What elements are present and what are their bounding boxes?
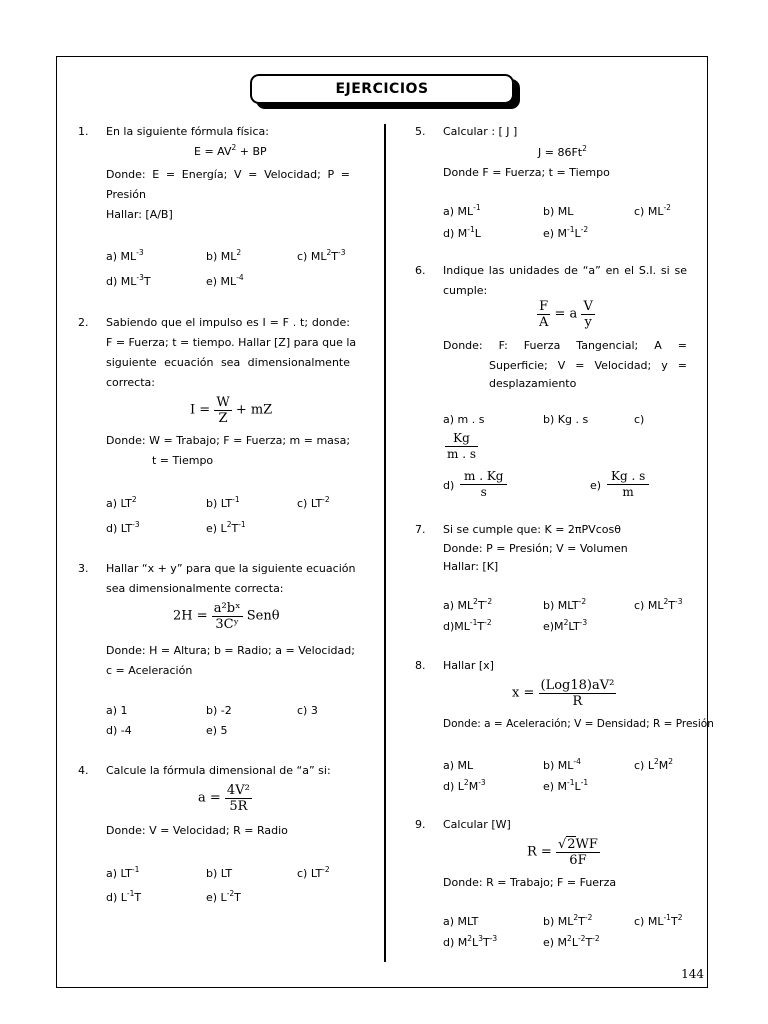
exercise-text: Indique las unidades de “a” en el S.I. si se [443,264,687,277]
exercise-text: sea dimensionalmente correcta: [106,582,284,595]
hallar-text: Hallar: [K] [443,560,499,573]
option-a: a) $ML^2T^{-2}$ [443,597,493,612]
exercise-text: cumple: [443,284,488,297]
option-c: c) $ML^{-1}T^2$ [634,913,683,928]
exercise-intro: Calcule la fórmula dimensional de “a” si: [106,764,331,777]
exercise-number: 4. [78,764,89,777]
donde-text: Donde: F: Fuerza Tangencial; A = [443,339,687,352]
option-d: $d)ML^{-1}T^{-2}$ [443,618,492,633]
donde-text: Donde: H = Altura; b = Radio; a = Velocidad; [106,644,355,657]
option-b: b) LT [206,867,233,880]
option-c: c) [634,413,645,426]
exercise-intro: Calcular [W] [443,818,511,831]
exercise-8 [415,656,714,801]
sqrt-symbol: √2 [557,837,576,852]
donde-text: Donde: V = Velocidad; R = Radio [106,824,288,837]
exercise-intro: En la siguiente fórmula física: [106,125,269,138]
exercise-6 [415,261,705,511]
donde-text: t = Tiempo [152,454,214,467]
option-e: e) $M^{-1}L^{-2}$ [543,225,589,240]
exercise-7 [415,520,705,640]
option-b: b) $LT^{-1}$ [206,495,240,510]
option-e: e) $L^{-2}T$ [206,889,241,904]
option-c: c) $L^2M^2$ [634,757,674,772]
exercise-4 [78,761,378,911]
hallar-text: Hallar: [A/B] [106,208,173,221]
formula: R = $\frac{√2WF}{6F}$ [527,837,598,868]
option-e: e) $M^2L^{-2}T^{-2}$ [543,934,600,949]
exercise-text: Donde: P = Presión; V = Volumen [443,542,628,555]
formula: $J = 86Ft^2$ [538,144,587,159]
option-c-fraction: $\frac{Kg}{m . s}$ [447,431,476,461]
option-a: a) ML [443,759,474,772]
option-e: e) $ML^{-4}$ [206,273,244,288]
formula: $E = AV^2$ + BP [194,143,267,158]
option-e: $e)M^2LT^{-3}$ [543,618,588,633]
exercise-3 [78,559,378,749]
option-e: e) 5 [206,724,228,737]
option-c: c) $ML^{-2}$ [634,203,671,218]
exercise-number: 5. [415,125,426,138]
exercise-text: siguiente ecuación sea dimensionalmente [106,356,350,369]
option-a: a) MLT [443,915,479,928]
option-e: e) $M^{-1}L^{-1}$ [543,778,589,793]
donde-text: Donde: E = Energía; V = Velocidad; P = [106,168,350,181]
exercise-number: 7. [415,523,426,536]
exercise-number: 6. [415,264,426,277]
option-c: c) $LT^{-2}$ [297,495,330,510]
page-number: 144 [681,967,704,981]
exercise-number: 2. [78,316,89,329]
option-a: a) $LT^{-1}$ [106,865,140,880]
option-e: e) $L^2T^{-1}$ [206,520,246,535]
donde-text: Donde: R = Trabajo; F = Fuerza [443,876,617,889]
exercise-intro: Hallar [x] [443,659,494,672]
option-b: b) Kg . s [543,413,589,426]
exercise-number: 1. [78,125,89,138]
option-d: d) $L^{-1}T$ [106,889,142,904]
page-title: EJERCICIOS [250,74,514,104]
option-d: d) $L^2M^{-3}$ [443,778,486,793]
option-d: d) $M^2L^3T^{-3}$ [443,934,498,949]
formula: a = $\frac{\text{4V²}}{5R}$ [198,783,250,814]
formula: $\frac{F}{A}$ = a $\frac{V}{y}$ [539,299,593,330]
option-a: a) $LT^2$ [106,495,137,510]
option-d: d) $LT^{-3}$ [106,520,140,535]
option-e-fraction: $\frac{Kg . s}{m}$ [607,469,649,500]
exercise-text: Si se cumple que: K = 2πPVcosθ [443,523,621,536]
option-b: b) $ML^{-4}$ [543,757,581,772]
column-divider [384,124,386,962]
donde-text: Presión [106,188,146,201]
option-d: d) $ML^{-3}T$ [106,273,151,288]
option-d: d) $M^{-1}L$ [443,225,481,240]
option-b: b) $ML^2$ [206,248,242,263]
exercise-text: Hallar “x + y” para que la siguiente ecuación [106,562,356,575]
donde-text: c = Aceleración [106,664,193,677]
option-e: e) [590,479,602,492]
option-b: b) $MLT^{-2}$ [543,597,587,612]
option-a: a) 1 [106,704,128,717]
donde-text: desplazamiento [489,377,577,390]
option-a: a) m . s [443,413,485,426]
formula: x = $\frac{\text{(Log18)aV²}}{R}$ [512,678,615,709]
exercise-5 [415,122,705,247]
exercise-number: 3. [78,562,89,575]
donde-text: Donde: W = Trabajo; F = Fuerza; m = masa; [106,434,351,447]
exercise-text: correcta: [106,376,155,389]
exercise-9 [415,815,705,960]
exercise-2 [78,313,378,543]
option-c: c) $ML^2T^{-3}$ [634,597,683,612]
option-d-fraction: $\frac{m . Kg}{s}$ [460,469,507,500]
donde-text: Superficie; V = Velocidad; y = [489,359,687,372]
exercise-number: 9. [415,818,426,831]
option-d: d) -4 [106,724,132,737]
option-d: d) [443,479,455,492]
option-c: c) $LT^{-2}$ [297,865,330,880]
option-c: c) 3 [297,704,318,717]
option-b: b) $ML^2T^{-2}$ [543,913,593,928]
donde-text: Donde: a = Aceleración; V = Densidad; R = Presión [443,718,714,730]
option-b: b) ML [543,205,574,218]
option-c: c) $ML^2T^{-3}$ [297,248,346,263]
exercise-number: 8. [415,659,426,672]
option-a: a) $ML^{-1}$ [443,203,481,218]
exercise-text: Sabiendo que el impulso es I = F . t; donde: [106,316,350,329]
formula: I = $\frac{W}{Z}$ + mZ [190,395,273,426]
option-b: b) -2 [206,704,232,717]
exercise-text: F = Fuerza; t = tiempo. Hallar [Z] para que la [106,336,357,349]
formula: 2H = $\frac{\text{a²bˣ}}{\text{3Cʸ}}$ Senθ [173,601,280,632]
exercise-intro: Calcular : [ J ] [443,125,518,138]
donde-text: Donde F = Fuerza; t = Tiempo [443,166,610,179]
exercise-1 [78,122,378,297]
option-a: a) $ML^{-3}$ [106,248,144,263]
